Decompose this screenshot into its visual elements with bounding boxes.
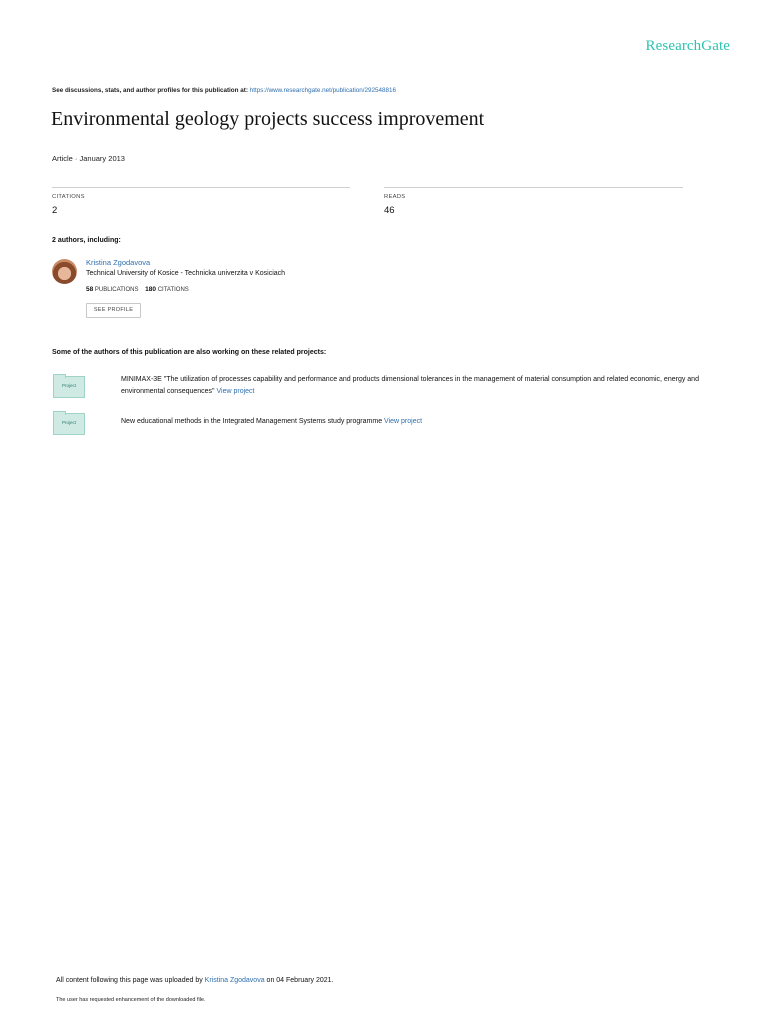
article-meta: Article · January 2013 (52, 154, 125, 163)
folder-tab (53, 411, 66, 415)
citations-label: CITATIONS (52, 194, 85, 200)
folder-tab (53, 374, 66, 378)
author-publications-label: PUBLICATIONS (94, 287, 139, 293)
enhancement-request-note: The user has requested enhancement of the downloaded file. (56, 997, 206, 1003)
project-folder-icon[interactable] (53, 413, 85, 435)
project-item (121, 374, 721, 398)
reads-label: READS (384, 194, 406, 200)
upload-note (56, 977, 333, 984)
upload-suffix: on 04 February 2021. (266, 977, 334, 984)
view-project-link[interactable]: View project (384, 418, 423, 425)
upload-prefix: All content following this page was uploaded by (56, 977, 203, 984)
author-publications-count: 58 (86, 286, 94, 293)
project-folder-icon[interactable] (53, 376, 85, 398)
uploader-link[interactable]: Kristina Zgodavova (204, 977, 265, 984)
reads-divider (384, 187, 683, 188)
view-project-link[interactable]: View project (216, 388, 255, 395)
project-item (121, 416, 721, 428)
author-stats (86, 286, 189, 293)
project-description: MINIMAX-3E "The utilization of processes capability and performance and products dimensional tolerances in the management of material consumption and related economic, energy and environmental consequences" (121, 376, 699, 395)
see-profile-button[interactable]: SEE PROFILE (86, 303, 141, 318)
folder-label: Project (61, 420, 76, 425)
publication-title: Environmental geology projects success improvement (51, 108, 485, 130)
reads-value: 46 (384, 205, 395, 216)
publication-url-link[interactable]: https://www.researchgate.net/publication/292548816 (249, 87, 397, 94)
related-projects-heading: Some of the authors of this publication are also working on these related projects: (52, 349, 327, 356)
researchgate-logo[interactable]: ResearchGate (645, 38, 730, 54)
see-discussions-label: See discussions, stats, and author profiles for this publication at: (52, 87, 248, 94)
publication-url-line (52, 87, 396, 94)
project-description: New educational methods in the Integrated Management Systems study programme (121, 418, 383, 425)
author-name-link[interactable]: Kristina Zgodavova (86, 258, 151, 267)
author-institution: Technical University of Kosice - Technicka univerzita v Kosiciach (86, 270, 286, 277)
citations-divider (52, 187, 350, 188)
author-citations-count: 180 (145, 286, 157, 293)
folder-label: Project (61, 383, 76, 388)
authors-heading: 2 authors, including: (52, 237, 121, 244)
author-citations-label: CITATIONS (157, 287, 189, 293)
citations-value: 2 (52, 205, 58, 216)
author-avatar[interactable] (52, 259, 77, 284)
